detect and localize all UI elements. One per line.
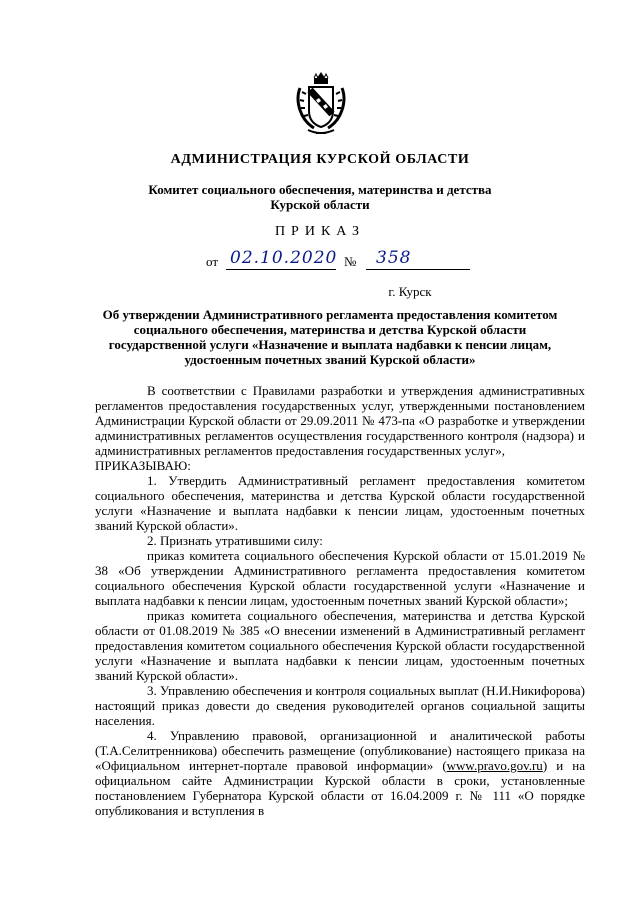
paragraph-item-2: 2. Признать утратившими силу: bbox=[147, 533, 323, 548]
number-underline bbox=[366, 269, 470, 270]
agency-name: АДМИНИСТРАЦИЯ КУРСКОЙ ОБЛАСТИ bbox=[170, 152, 470, 167]
paragraph-item-4 bbox=[95, 728, 585, 818]
document-type: ПРИКАЗ bbox=[274, 224, 366, 239]
city: г. Курск bbox=[388, 284, 432, 299]
date-number-line bbox=[206, 248, 476, 272]
date-prefix: от bbox=[206, 254, 219, 269]
paragraph-repealed-order-1: приказ комитета социального обеспечения Курской области от 15.01.2019 № 38 «Об утверждении Административного регламента предоставления комитетом социального обеспечения Курской области государственной услуги «Назначение и выплата надбавки к пенсии лицам, удостоенным почетных званий Курской области»; bbox=[95, 548, 585, 608]
number-value-handwritten: 358 bbox=[376, 248, 412, 268]
committee-name-line1: Комитет социального обеспечения, материнства и детства bbox=[148, 182, 492, 197]
coat-of-arms-emblem bbox=[296, 70, 346, 138]
paragraph-preamble: В соответствии с Правилами разработки и утверждения административных регламентов предоставления государственных услуг, утвержденными постановлением Администрации Курской области от 29.09.2011 № 473-па «О разработке и утверждении административных регламентов осуществления государственного контроля (надзора) и административных регламентов предоставления государственных услуг», bbox=[95, 383, 585, 458]
date-value-handwritten: 02.10.2020 bbox=[230, 248, 338, 268]
pravo-gov-link[interactable]: www.pravo.gov.ru bbox=[446, 758, 543, 773]
paragraph-item-4-text-a: 4. Управлению правовой, организационной и аналитической работы (Т.А.Селитренникова) обеспечить размещение (опубликование) настоящего приказа на «Официальном интернет-портале правовой информации» ( bbox=[95, 728, 585, 773]
paragraph-order-word: ПРИКАЗЫВАЮ: bbox=[95, 458, 191, 473]
document-title: Об утверждении Административного регламента предоставления комитетом социального обеспечения, материнства и детства Курской области государственной услуги «Назначение и выплата надбавки к пенсии лицам, удостоенным почетных званий Курской области» bbox=[102, 307, 558, 367]
paragraph-item-4-text-b: ) и на официальном сайте Администрации Курской области в сроки, установленные постановлением Губернатора Курской области от 16.04.2009 г. № 111 «О порядке опубликования и вступления в bbox=[95, 758, 585, 818]
date-underline bbox=[226, 269, 336, 270]
paragraph-item-1: 1. Утвердить Административный регламент предоставления комитетом социального обеспечения, материнства и детства Курской области государственной услуги «Назначение и выплата надбавки к пенсии лицам, удостоенным почетных званий Курской области». bbox=[95, 473, 585, 533]
document-body bbox=[95, 383, 585, 818]
committee-name-line2: Курской области bbox=[270, 197, 370, 212]
paragraph-repealed-order-2: приказ комитета социального обеспечения, материнства и детства Курской области от 01.08.2019 № 385 «О внесении изменений в Административный регламент предоставления комитетом социального обеспечения Курской области государственной услуги «Назначение и выплата надбавки к пенсии лицам, удостоенным почетных званий Курской области». bbox=[95, 608, 585, 683]
number-prefix: № bbox=[344, 254, 357, 269]
committee-name bbox=[90, 182, 550, 212]
paragraph-item-3: 3. Управлению обеспечения и контроля социальных выплат (Н.И.Никифорова) настоящий приказ довести до сведения руководителей органов социальной защиты населения. bbox=[95, 683, 585, 728]
